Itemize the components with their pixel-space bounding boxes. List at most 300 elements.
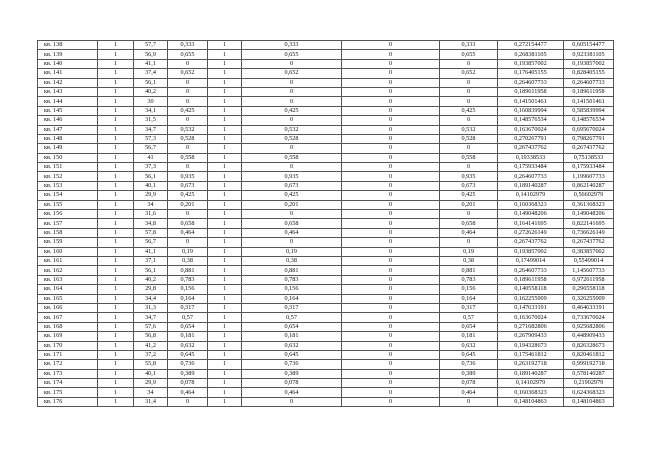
table-cell: 0,14102979	[498, 191, 564, 200]
table-row	[38, 322, 614, 331]
table-cell: 0,658	[440, 219, 498, 228]
table-cell: 0,736	[242, 360, 342, 369]
apartment-cell: кв. 151	[38, 163, 98, 172]
table-cell: 0,881	[242, 266, 342, 275]
table-cell: 0	[342, 341, 440, 350]
table-cell: 0,333	[242, 41, 342, 50]
table-cell: 0,361368323	[564, 200, 614, 209]
table-cell: 0,654	[440, 322, 498, 331]
table-cell: 1	[98, 116, 134, 125]
table-cell: 0,558	[168, 153, 208, 162]
table-body	[38, 41, 614, 407]
table-cell: 0,820461812	[564, 350, 614, 359]
table-cell: 30	[134, 97, 168, 106]
table-cell: 0	[168, 78, 208, 87]
table-cell: 0	[440, 87, 498, 96]
table-cell: 0	[342, 172, 440, 181]
table-cell: 1	[208, 313, 242, 322]
table-cell: 0,578140287	[564, 369, 614, 378]
table-cell: 0,163670024	[498, 313, 564, 322]
table-cell: 0,673	[242, 181, 342, 190]
table-cell: 0,464	[168, 228, 208, 237]
apartment-cell: кв. 170	[38, 341, 98, 350]
table-cell: 0,935	[242, 172, 342, 181]
table-cell: 0	[342, 360, 440, 369]
table-cell: 1	[208, 200, 242, 209]
table-cell: 0,57	[440, 313, 498, 322]
table-cell: 0,141501461	[564, 97, 614, 106]
table-cell: 0,736626149	[564, 228, 614, 237]
table-cell: 0	[242, 59, 342, 68]
table-cell: 56,1	[134, 78, 168, 87]
table-cell: 1	[208, 294, 242, 303]
table-cell: 0,972611958	[564, 275, 614, 284]
table-cell: 1	[208, 172, 242, 181]
table-cell: 0,464633191	[564, 303, 614, 312]
table-cell: 0,181	[242, 332, 342, 341]
table-cell: 0	[242, 97, 342, 106]
table-cell: 31,5	[134, 116, 168, 125]
table-cell: 1	[98, 379, 134, 388]
table-cell: 0	[242, 78, 342, 87]
table-cell: 1	[208, 360, 242, 369]
apartment-cell: кв. 155	[38, 200, 98, 209]
table-cell: 1	[98, 341, 134, 350]
table-cell: 1	[98, 360, 134, 369]
table-cell: 0	[168, 59, 208, 68]
table-cell: 56,9	[134, 50, 168, 59]
table-cell: 0,333	[168, 41, 208, 50]
table-cell: 0,695670024	[564, 125, 614, 134]
table-cell: 1	[208, 285, 242, 294]
table-cell: 1	[208, 350, 242, 359]
apartment-cell: кв. 167	[38, 313, 98, 322]
table-cell: 0,264607733	[498, 78, 564, 87]
table-cell: 0	[342, 322, 440, 331]
table-cell: 0,528	[440, 134, 498, 143]
table-cell: 1	[98, 181, 134, 190]
table-cell: 0,652	[242, 69, 342, 78]
table-cell: 0,164	[168, 294, 208, 303]
table-cell: 0,881	[168, 266, 208, 275]
apartment-cell: кв. 153	[38, 181, 98, 190]
table-cell: 0	[440, 59, 498, 68]
table-cell: 1	[208, 97, 242, 106]
table-row	[38, 266, 614, 275]
table-cell: 0,271682806	[498, 322, 564, 331]
table-cell: 0,632	[242, 341, 342, 350]
table-cell: 1	[208, 341, 242, 350]
table-cell: 0,160368323	[498, 388, 564, 397]
table-cell: 0,148576534	[498, 116, 564, 125]
table-cell: 34,1	[134, 106, 168, 115]
table-cell: 57,8	[134, 228, 168, 237]
table-cell: 0,783	[440, 275, 498, 284]
table-cell: 41,1	[134, 59, 168, 68]
table-cell: 0	[342, 228, 440, 237]
table-cell: 1	[98, 125, 134, 134]
table-cell: 0,464	[242, 228, 342, 237]
table-row	[38, 78, 614, 87]
table-cell: 0,267437762	[564, 238, 614, 247]
apartment-cell: кв. 144	[38, 97, 98, 106]
apartment-cell: кв. 154	[38, 191, 98, 200]
table-cell: 1	[98, 210, 134, 219]
table-cell: 0,658	[242, 219, 342, 228]
table-cell: 0,148104863	[498, 397, 564, 406]
table-cell: 0,263192718	[498, 360, 564, 369]
table-cell: 0,162255009	[498, 294, 564, 303]
table-cell: 0,175933484	[498, 163, 564, 172]
table-cell: 1	[208, 388, 242, 397]
apartment-cell: кв. 176	[38, 397, 98, 406]
apartment-cell: кв. 160	[38, 247, 98, 256]
table-cell: 1	[98, 369, 134, 378]
table-cell: 1	[98, 153, 134, 162]
table-cell: 0	[440, 97, 498, 106]
apartment-cell: кв. 150	[38, 153, 98, 162]
table-cell: 0	[168, 87, 208, 96]
table-cell: 34	[134, 200, 168, 209]
table-row	[38, 228, 614, 237]
table-cell: 0,201	[440, 200, 498, 209]
table-row	[38, 97, 614, 106]
table-row	[38, 219, 614, 228]
table-cell: 1	[98, 200, 134, 209]
table-cell: 0	[342, 78, 440, 87]
table-cell: 0	[242, 238, 342, 247]
table-cell: 1	[208, 191, 242, 200]
apartment-cell: кв. 157	[38, 219, 98, 228]
table-cell: 0,14102979	[498, 379, 564, 388]
table-cell: 0	[440, 144, 498, 153]
table-cell: 0	[440, 78, 498, 87]
table-cell: 1	[208, 256, 242, 265]
table-row	[38, 294, 614, 303]
table-cell: 1	[98, 69, 134, 78]
table-cell: 0,783	[242, 275, 342, 284]
table-cell: 0,189611958	[498, 87, 564, 96]
table-cell: 0	[342, 87, 440, 96]
table-cell: 0	[342, 144, 440, 153]
table-cell: 0,624368323	[564, 388, 614, 397]
table-cell: 0	[168, 116, 208, 125]
table-cell: 0	[440, 116, 498, 125]
table-cell: 0,078	[168, 379, 208, 388]
table-cell: 0	[168, 144, 208, 153]
table-cell: 0,632	[440, 341, 498, 350]
table-cell: 1	[98, 163, 134, 172]
table-cell: 0,658	[168, 219, 208, 228]
table-cell: 0,999192718	[564, 360, 614, 369]
table-row	[38, 191, 614, 200]
table-cell: 0	[342, 219, 440, 228]
table-row	[38, 379, 614, 388]
table-cell: 0,333	[440, 41, 498, 50]
table-cell: 0	[342, 247, 440, 256]
table-row	[38, 125, 614, 134]
table-row	[38, 388, 614, 397]
table-cell: 0,389	[440, 369, 498, 378]
apartment-cell: кв. 173	[38, 369, 98, 378]
table-cell: 1	[208, 238, 242, 247]
table-cell: 0	[342, 350, 440, 359]
table-cell: 0,181	[440, 332, 498, 341]
table-cell: 0,652	[168, 69, 208, 78]
apartment-cell: кв. 159	[38, 238, 98, 247]
apartment-cell: кв. 158	[38, 228, 98, 237]
table-row	[38, 256, 614, 265]
table-cell: 0,528	[168, 134, 208, 143]
table-cell: 1	[98, 275, 134, 284]
table-cell: 1	[208, 332, 242, 341]
table-cell: 0	[342, 294, 440, 303]
table-cell: 0	[342, 116, 440, 125]
table-cell: 0,267909433	[498, 332, 564, 341]
table-cell: 1	[98, 41, 134, 50]
table-cell: 0,156	[242, 285, 342, 294]
table-cell: 0	[168, 397, 208, 406]
table-cell: 0,181	[168, 332, 208, 341]
table-cell: 0	[342, 50, 440, 59]
table-cell: 57,7	[134, 41, 168, 50]
table-cell: 0,078	[440, 379, 498, 388]
table-cell: 1	[208, 266, 242, 275]
table-cell: 1,145607733	[564, 266, 614, 275]
table-cell: 1	[208, 59, 242, 68]
table-cell: 0	[168, 97, 208, 106]
table-cell: 34,8	[134, 219, 168, 228]
table-cell: 34,7	[134, 313, 168, 322]
table-cell: 0,141501461	[498, 97, 564, 106]
table-cell: 1	[98, 238, 134, 247]
table-cell: 0	[342, 313, 440, 322]
apartment-cell: кв. 152	[38, 172, 98, 181]
apartment-cell: кв. 168	[38, 322, 98, 331]
table-cell: 0,425	[440, 106, 498, 115]
table-cell: 0,828405155	[564, 69, 614, 78]
table-cell: 0,645	[242, 350, 342, 359]
table-cell: 0,57	[242, 313, 342, 322]
table-cell: 0	[342, 69, 440, 78]
table-row	[38, 341, 614, 350]
table-row	[38, 172, 614, 181]
table-cell: 0	[342, 388, 440, 397]
table-cell: 0	[342, 163, 440, 172]
table-cell: 0	[342, 125, 440, 134]
table-cell: 0,164	[440, 294, 498, 303]
table-cell: 0,140558118	[498, 285, 564, 294]
table-cell: 34	[134, 388, 168, 397]
table-cell: 1	[208, 153, 242, 162]
apartment-data-table	[37, 40, 614, 407]
table-cell: 0,56602979	[564, 191, 614, 200]
table-cell: 40,1	[134, 369, 168, 378]
table-cell: 0,923381105	[564, 50, 614, 59]
table-cell: 0,38	[440, 256, 498, 265]
table-row	[38, 181, 614, 190]
table-cell: 0	[168, 238, 208, 247]
table-cell: 0	[342, 191, 440, 200]
apartment-cell: кв. 142	[38, 78, 98, 87]
table-cell: 0,317	[440, 303, 498, 312]
table-cell: 56,1	[134, 172, 168, 181]
apartment-cell: кв. 174	[38, 379, 98, 388]
table-cell: 40,2	[134, 275, 168, 284]
table-cell: 29,8	[134, 285, 168, 294]
table-cell: 0,632	[168, 341, 208, 350]
table-cell: 0,389	[168, 369, 208, 378]
table-cell: 0,163670024	[498, 125, 564, 134]
table-cell: 0,673	[168, 181, 208, 190]
apartment-cell: кв. 163	[38, 275, 98, 284]
table-cell: 0,425	[440, 191, 498, 200]
table-cell: 0	[242, 144, 342, 153]
table-cell: 1	[98, 87, 134, 96]
table-cell: 0,149048206	[498, 210, 564, 219]
table-cell: 0	[342, 275, 440, 284]
table-cell: 0,267437762	[564, 144, 614, 153]
apartment-cell: кв. 162	[38, 266, 98, 275]
table-row	[38, 116, 614, 125]
table-cell: 1	[208, 78, 242, 87]
table-cell: 1	[98, 144, 134, 153]
table-cell: 0	[242, 116, 342, 125]
table-cell: 1	[98, 134, 134, 143]
apartment-cell: кв. 148	[38, 134, 98, 143]
table-cell: 0	[342, 332, 440, 341]
table-cell: 0,264607733	[498, 172, 564, 181]
apartment-cell: кв. 147	[38, 125, 98, 134]
table-cell: 1	[208, 247, 242, 256]
table-row	[38, 332, 614, 341]
table-cell: 37,3	[134, 163, 168, 172]
table-cell: 1	[208, 369, 242, 378]
table-cell: 0,19	[242, 247, 342, 256]
table-cell: 34,4	[134, 294, 168, 303]
table-cell: 1	[208, 87, 242, 96]
table-cell: 0,148104863	[564, 397, 614, 406]
table-cell: 0	[342, 238, 440, 247]
table-cell: 0,156	[168, 285, 208, 294]
table-cell: 1,199607733	[564, 172, 614, 181]
table-cell: 56,8	[134, 332, 168, 341]
table-cell: 0,317	[168, 303, 208, 312]
table-cell: 0	[342, 266, 440, 275]
table-cell: 1	[208, 275, 242, 284]
table-cell: 40,1	[134, 181, 168, 190]
table-cell: 0,201	[242, 200, 342, 209]
table-cell: 1	[98, 294, 134, 303]
table-cell: 0	[242, 397, 342, 406]
table-cell: 1	[208, 303, 242, 312]
table-cell: 0,147633191	[498, 303, 564, 312]
table-cell: 41,1	[134, 247, 168, 256]
apartment-cell: кв. 175	[38, 388, 98, 397]
table-cell: 0,270267791	[498, 134, 564, 143]
apartment-cell: кв. 164	[38, 285, 98, 294]
table-cell: 1	[208, 69, 242, 78]
table-row	[38, 106, 614, 115]
table-cell: 0,736	[168, 360, 208, 369]
table-cell: 0,264607733	[564, 78, 614, 87]
table-cell: 0,425	[168, 106, 208, 115]
table-cell: 0	[440, 397, 498, 406]
table-cell: 0,296558118	[564, 285, 614, 294]
apartment-cell: кв. 156	[38, 210, 98, 219]
table-cell: 0,925682806	[564, 322, 614, 331]
table-cell: 1	[208, 397, 242, 406]
table-cell: 0,189611958	[498, 275, 564, 284]
table-cell: 0,783	[168, 275, 208, 284]
table-cell: 0,464	[440, 388, 498, 397]
table-cell: 0,326255009	[564, 294, 614, 303]
table-cell: 1	[208, 228, 242, 237]
table-cell: 0	[342, 134, 440, 143]
table-row	[38, 153, 614, 162]
table-cell: 0	[242, 163, 342, 172]
table-cell: 1	[98, 266, 134, 275]
table-row	[38, 87, 614, 96]
table-cell: 0,164141695	[498, 219, 564, 228]
table-cell: 0,935	[440, 172, 498, 181]
table-cell: 0	[342, 41, 440, 50]
table-cell: 0,57	[168, 313, 208, 322]
table-cell: 0,193857002	[498, 247, 564, 256]
apartment-cell: кв. 145	[38, 106, 98, 115]
table-row	[38, 144, 614, 153]
table-cell: 29,9	[134, 191, 168, 200]
table-cell: 0,822141695	[564, 219, 614, 228]
table-cell: 0	[342, 285, 440, 294]
table-cell: 0,175461812	[498, 350, 564, 359]
table-row	[38, 303, 614, 312]
table-cell: 0,160368323	[498, 200, 564, 209]
table-cell: 0,264607733	[498, 266, 564, 275]
table-cell: 1	[98, 97, 134, 106]
table-cell: 0,148576534	[564, 116, 614, 125]
table-cell: 0,605154477	[564, 41, 614, 50]
table-cell: 1	[208, 379, 242, 388]
table-cell: 1	[98, 285, 134, 294]
table-cell: 0	[168, 210, 208, 219]
table-cell: 0	[342, 210, 440, 219]
apartment-cell: кв. 146	[38, 116, 98, 125]
table-cell: 0,193857002	[564, 59, 614, 68]
table-cell: 37,1	[134, 256, 168, 265]
table-cell: 41	[134, 153, 168, 162]
table-cell: 56,1	[134, 266, 168, 275]
table-row	[38, 41, 614, 50]
table-cell: 0,164	[242, 294, 342, 303]
table-cell: 0	[342, 106, 440, 115]
apartment-cell: кв. 143	[38, 87, 98, 96]
table-cell: 0,75138533	[564, 153, 614, 162]
table-cell: 1	[208, 163, 242, 172]
table-cell: 0,645	[440, 350, 498, 359]
table-cell: 0,194328673	[498, 341, 564, 350]
table-cell: 0,935	[168, 172, 208, 181]
table-cell: 0	[342, 200, 440, 209]
table-row	[38, 397, 614, 406]
table-cell: 0,201	[168, 200, 208, 209]
table-cell: 0,425	[242, 106, 342, 115]
table-cell: 0,160839994	[498, 106, 564, 115]
table-row	[38, 238, 614, 247]
table-row	[38, 360, 614, 369]
table-cell: 0,383857002	[564, 247, 614, 256]
table-cell: 1	[98, 322, 134, 331]
